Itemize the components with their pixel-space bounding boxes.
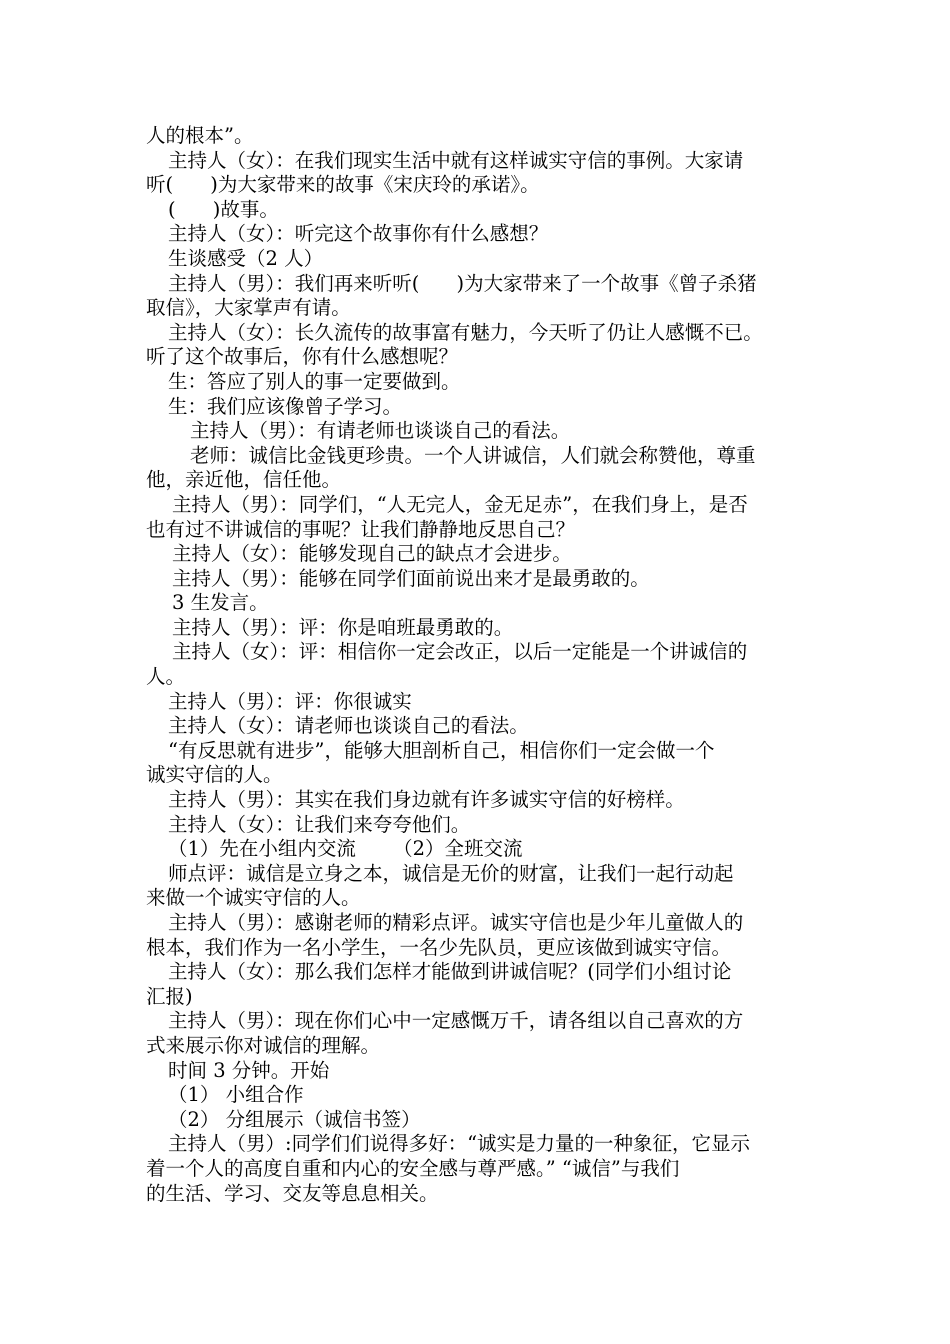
text-line: 的生活、学习、交友等息息相关。 [146, 1181, 439, 1205]
text-line: 人。 [146, 665, 186, 689]
text-line: 师点评：诚信是立身之本，诚信是无价的财富，让我们一起行动起 [168, 861, 734, 885]
text-line: （1） 小组合作 [168, 1083, 304, 1107]
text-line: 主持人（男）：同学们，“人无完人，金无足赤”，在我们身上，是否 [172, 492, 748, 516]
text-line: 主持人（女）：那么我们怎样才能做到讲诚信呢？(同学们小组讨论 [168, 960, 732, 984]
text-line: 生：答应了别人的事一定要做到。 [168, 369, 461, 393]
text-line: （2） 分组展示（诚信书签） [168, 1107, 421, 1131]
text-line: 主持人（女）：让我们来夸夸他们。 [168, 812, 471, 836]
text-line: 主持人（男）：感谢老师的精彩点评。诚实守信也是少年儿童做人的 [168, 911, 744, 934]
text-line: 主持人（女）：长久流传的故事富有魅力，今天听了仍让人感慨不已。 [168, 320, 763, 344]
text-line: 老师：诚信比金钱更珍贵。一个人讲诚信，人们就会称赞他，尊重 [190, 443, 756, 467]
text-line: 主持人（女）：请老师也谈谈自己的看法。 [168, 714, 529, 738]
document-body [146, 124, 814, 1206]
text-line: “有反思就有进步”，能够大胆剖析自己，相信你们一定会做一个 [168, 738, 715, 762]
text-line: 主持人（男）：其实在我们身边就有许多诚实守信的好榜样。 [168, 788, 685, 812]
text-line: 生：我们应该像曾子学习。 [168, 394, 403, 418]
text-line: 他，亲近他，信任他。 [146, 468, 342, 492]
text-line: 式来展示你对诚信的理解。 [146, 1033, 381, 1057]
text-line: 来做一个诚实守信的人。 [146, 886, 361, 910]
text-line: 主持人（女）：能够发现自己的缺点才会进步。 [172, 542, 572, 566]
text-line: 主持人（男）：评：你是咱班最勇敢的。 [172, 615, 514, 639]
text-line: 生谈感受（2 人） [168, 246, 324, 270]
text-line: ( )故事。 [168, 197, 279, 221]
text-line: 主持人（男）：能够在同学们面前说出来才是最勇敢的。 [172, 566, 650, 590]
text-line: 主持人（女）：评：相信你一定会改正，以后一定能是一个讲诚信的 [172, 640, 748, 664]
text-line: 主持人（女）：在我们现实生活中就有这样诚实守信的事例。大家请 [168, 148, 744, 172]
text-line: 3 生发言。 [172, 591, 269, 615]
text-line: 听( )为大家带来的故事《宋庆玲的承诺》。 [146, 173, 540, 197]
text-line: 取信》，大家掌声有请。 [146, 296, 351, 320]
text-line: 汇报) [146, 984, 193, 1008]
text-line: 主持人（男）:同学们们说得多好：“诚实是力量的一种象征，它显示 [168, 1132, 751, 1156]
text-line: 根本，我们作为一名小学生，一名少先队员，更应该做到诚实守信。 [146, 935, 732, 959]
text-line: 时间 3 分钟。开始 [168, 1058, 330, 1082]
text-line: 也有过不讲诚信的事呢？让我们静静地反思自己？ [146, 517, 576, 541]
text-line: 主持人（男）：我们再来听听( )为大家带来了一个故事《曾子杀猪 [168, 271, 757, 295]
text-line: 诚实守信的人。 [146, 763, 283, 787]
text-line: 着一个人的高度自重和内心的安全感与尊严感。” “诚信”与我们 [146, 1156, 680, 1180]
text-line: 人的根本”。 [146, 124, 254, 147]
text-line: 主持人（男）：有请老师也谈谈自己的看法。 [190, 419, 571, 443]
text-line: 主持人（男）：现在你们心中一定感慨万千，请各组以自己喜欢的方 [168, 1009, 744, 1033]
text-line: 主持人（男）：评：你很诚实 [168, 689, 412, 713]
text-line: （1）先在小组内交流 （2）全班交流 [168, 837, 523, 861]
text-line: 听了这个故事后，你有什么感想呢？ [146, 345, 459, 369]
text-line: 主持人（女）：听完这个故事你有什么感想？ [168, 222, 549, 246]
